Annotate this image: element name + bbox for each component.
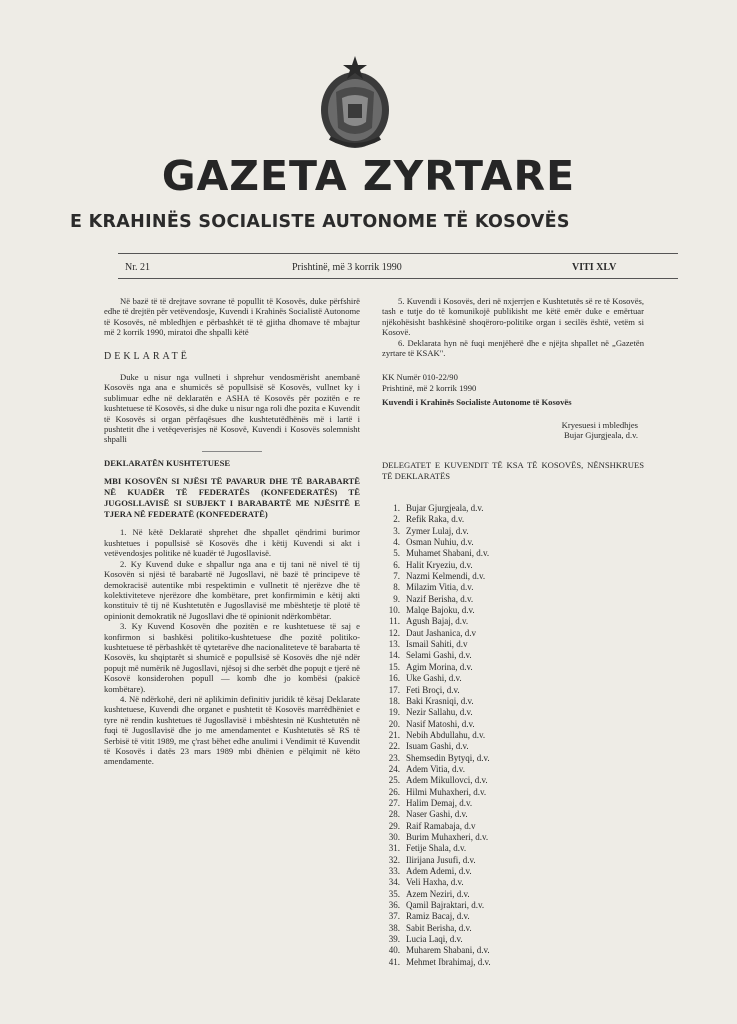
delegate-item <box>378 843 578 854</box>
delegate-number: 24. <box>388 763 400 774</box>
delegate-name: Raif Ramabaja, d.v <box>406 820 476 831</box>
masthead-rule-bottom <box>118 278 678 279</box>
article-3: 3. Ky Kuvend Kosovën dhe pozitën e re kushtetuese të saj e konfirmon si bashkësi politiko-kushtetuese dhe pozitë politiko-kushtetuese të përbashkët të qytetarëve dhe nacionaliteteve të barabarta të Kosovës, ku shqiptarët si shumicë e popullsisë së Kosovës dhe një ndër popujt më numërik në Jugosllavi, njësoj si dhe serbët dhe popujt e tjerë në Kosovë konsiderohen popull — komb dhe jo kombësi (pakicë kombëtare). <box>104 621 360 694</box>
delegate-number: 36. <box>388 900 400 911</box>
delegate-number: 3. <box>393 525 400 536</box>
gazette-subtitle: E KRAHINËS SOCIALISTE AUTONOME TË KOSOVËS <box>70 212 570 232</box>
delegate-number: 26. <box>388 786 400 797</box>
delegate-name: Halit Kryeziu, d.v. <box>406 559 473 570</box>
delegate-item <box>378 594 578 605</box>
delegate-item <box>378 537 578 548</box>
delegate-number: 33. <box>388 866 400 876</box>
delegate-name: Ismail Sahiti, d.v <box>406 639 468 650</box>
delegate-item <box>378 957 578 968</box>
delegate-item <box>378 526 578 537</box>
delegate-number: 32. <box>388 854 400 865</box>
delegate-name: Burim Muhaxheri, d.v. <box>406 831 489 842</box>
delegate-item <box>378 503 578 514</box>
right-column <box>382 296 644 481</box>
delegate-item <box>378 628 578 639</box>
delegate-item <box>378 764 578 775</box>
delegate-number: 18. <box>388 695 400 706</box>
delegate-item <box>378 696 578 707</box>
delegate-name: Uke Gashi, d.v. <box>406 673 462 684</box>
delegate-number: 40. <box>388 945 400 956</box>
delegate-number: 34. <box>388 877 400 888</box>
delegate-name: Agush Bajaj, d.v. <box>406 616 469 627</box>
delegate-name: Veli Haxha, d.v. <box>406 877 464 888</box>
delegate-number: 22. <box>388 741 400 752</box>
delegate-name: Halim Demaj, d.v. <box>406 797 473 808</box>
delegate-name: Ramiz Bacaj, d.v. <box>406 911 470 922</box>
delegate-item <box>378 662 578 673</box>
declaration-subject-heading: MBI KOSOVËN SI NJËSI TË PAVARUR DHE TË BARABARTË NË KUADËR TË FEDERATËS (KONFEDERATËS) TË JUGOSLLAVISË SI SUBJEKT I BARABARTË ME NJËSITË E TJERA NË FEDERATË (KONFEDERATË) <box>104 476 360 519</box>
article-5: 5. Kuvendi i Kosovës, deri në nxjerrjen e Kushtetutës së re të Kosovës, tash e tutje do të komunikojë publikisht me këtë emër duke e emërtuar njëkohësisht bashkësinë shoqëroro-politike organ i secilës është, vetëm si Kosovë. <box>382 296 644 338</box>
delegate-item <box>378 582 578 593</box>
delegate-name: Sabit Berisha, d.v. <box>406 922 472 933</box>
delegate-name: Baki Krasniqi, d.v. <box>406 695 474 706</box>
issue-volume: VITI XLV <box>572 262 617 273</box>
delegate-number: 27. <box>388 797 400 808</box>
delegate-number: 5. <box>393 548 400 559</box>
delegate-item <box>378 889 578 900</box>
delegate-number: 28. <box>388 809 400 820</box>
delegate-name: Naser Gashi, d.v. <box>406 809 468 820</box>
delegate-item <box>378 730 578 741</box>
declaration-paragraph: Duke u nisur nga vullneti i shprehur vendosmërisht anembanë Kosovës nga ana e shumicës së popullsisë së Kosovës, vullnet ky i sublimuar edhe në deklaratën e ASHA të Kosovës për pozitën e re kushtetuese të Kosovës, si dhe duke u nisur nga roli dhe pozita e Kuvendit të Kosovës si organ përfaqësues dhe kushtetutëdhënës më i lartë i pushtetit dhe i vetëqeverisjes në Kosovë, Kuvendi i Kosovës solemnisht shpalli <box>104 372 360 445</box>
delegate-item <box>378 900 578 911</box>
delegate-number: 25. <box>388 775 400 786</box>
issue-number: Nr. 21 <box>125 262 150 273</box>
delegate-name: Isuam Gashi, d.v. <box>406 741 469 752</box>
delegate-name: Shemsedin Bytyqi, d.v. <box>406 752 490 763</box>
delegate-name: Nasif Matoshi, d.v. <box>406 718 475 729</box>
delegate-item <box>378 616 578 627</box>
delegate-name: Osman Nuhiu, d.v. <box>406 537 474 548</box>
delegate-item <box>378 514 578 525</box>
delegate-number: 17. <box>388 684 400 695</box>
delegate-name: Malqe Bajoku, d.v. <box>406 605 475 616</box>
delegate-item <box>378 775 578 786</box>
delegate-name: Adem Mikullovci, d.v. <box>406 775 488 786</box>
delegate-number: 2. <box>393 514 400 525</box>
delegate-name: Fetije Shala, d.v. <box>406 843 467 854</box>
chair-role: Kryesuesi i mbledhjes <box>561 419 638 430</box>
delegate-number: 31. <box>388 843 400 854</box>
delegate-item <box>378 945 578 956</box>
delegate-item <box>378 753 578 764</box>
delegate-number: 23. <box>388 752 400 763</box>
delegate-number: 29. <box>388 820 400 831</box>
delegate-name: Mehmet Ibrahimaj, d.v. <box>406 956 491 967</box>
reference-place-date: Prishtinë, më 2 korrik 1990 <box>382 382 477 393</box>
assembly-name: Kuvendi i Krahinës Socialiste Autonome të Kosovës <box>382 397 572 408</box>
delegate-item <box>378 923 578 934</box>
delegate-name: Nezir Sallahu, d.v. <box>406 707 473 718</box>
delegate-number: 15. <box>388 661 400 672</box>
delegate-item <box>378 741 578 752</box>
delegate-number: 16. <box>388 673 400 684</box>
delegates-list <box>378 503 578 968</box>
delegate-number: 14. <box>388 650 400 661</box>
delegate-number: 39. <box>388 934 400 945</box>
delegate-name: Zymer Lulaj, d.v. <box>406 525 469 536</box>
delegate-item <box>378 639 578 650</box>
delegate-name: Feti Broçi, d.v. <box>406 684 460 695</box>
declaration-heading: DEKLARATË <box>104 350 190 362</box>
separator <box>202 451 262 452</box>
article-6: 6. Deklarata hyn në fuqi menjëherë dhe e njëjta shpallet në „Gazetën zyrtare të KSAK". <box>382 337 644 359</box>
delegate-item <box>378 832 578 843</box>
delegate-item <box>378 650 578 661</box>
issue-place-date: Prishtinë, më 3 korrik 1990 <box>292 262 402 273</box>
article-1: 1. Në këtë Deklaratë shprehet dhe shpallet qëndrimi burimor kushtetues i popullsisë së Kosovës dhe i këtij Kuvendi si akt i vetëvendosjes politike në kuadër të Jugosllavisë. <box>104 527 360 559</box>
delegate-item <box>378 877 578 888</box>
delegate-name: Azem Neziri, d.v. <box>406 888 470 899</box>
delegate-number: 38. <box>388 922 400 933</box>
delegate-item <box>378 673 578 684</box>
delegate-item <box>378 548 578 559</box>
delegate-number: 35. <box>388 888 400 899</box>
delegate-number: 1. <box>393 503 400 513</box>
delegate-item <box>378 809 578 820</box>
delegate-item <box>378 798 578 809</box>
delegate-number: 11. <box>389 616 400 627</box>
delegate-number: 6. <box>393 559 400 570</box>
delegate-number: 9. <box>393 593 400 604</box>
delegate-item <box>378 560 578 571</box>
delegate-number: 41. <box>388 956 400 967</box>
delegate-number: 7. <box>393 571 400 582</box>
delegate-number: 4. <box>393 537 400 548</box>
delegate-name: Nazmi Kelmendi, d.v. <box>406 571 486 582</box>
delegate-number: 37. <box>388 911 400 922</box>
gazette-title: GAZETA ZYRTARE <box>161 152 576 200</box>
delegate-item <box>378 571 578 582</box>
delegate-item <box>378 934 578 945</box>
delegate-item <box>378 605 578 616</box>
delegate-name: Daut Jashanica, d.v <box>406 627 476 638</box>
delegate-name: Nebih Abdullahu, d.v. <box>406 729 486 740</box>
delegate-name: Refik Raka, d.v. <box>406 514 465 525</box>
delegate-item <box>378 787 578 798</box>
delegate-item <box>378 866 578 877</box>
delegate-item <box>378 719 578 730</box>
delegate-name: Selami Gashi, d.v. <box>406 650 472 661</box>
delegate-number: 20. <box>388 718 400 729</box>
delegate-item <box>378 821 578 832</box>
delegate-number: 21. <box>388 729 400 740</box>
chair-name: Bujar Gjurgjeala, d.v. <box>564 430 638 441</box>
delegate-number: 19. <box>388 707 400 718</box>
delegate-number: 12. <box>388 627 400 638</box>
article-4: 4. Në ndërkohë, deri në aplikimin definitiv juridik të kësaj Deklarate kushtetuese, Kuvendi dhe organet e pushtetit të Kosovës marrëdhëniet e tyre në rendin kushtetues të Jugosllavisë i mbështesin në Kushtetutën në fuqi të Jugosllavisë dhe jo me amendamentet e Kushtetutës së RS të Serbisë të vitit 1989, me ç'rast bëhet edhe anulimi i Vendimit të Kuvendit të Kosovës i datës 23 mars 1989 mbi dhënien e pëlqimit në këto amendamente. <box>104 693 360 767</box>
delegate-item <box>378 911 578 922</box>
delegate-name: Hilmi Muhaxheri, d.v. <box>406 786 487 797</box>
delegate-number: 30. <box>388 831 400 842</box>
constitutional-declaration-heading: DEKLARATËN KUSHTETUESE <box>104 457 231 468</box>
delegate-name: Muharem Shabani, d.v. <box>406 945 490 956</box>
delegate-name: Ilirijana Jusufi, d.v. <box>406 854 476 865</box>
delegate-number: 8. <box>393 582 400 593</box>
delegate-name: Agim Morina, d.v. <box>406 661 473 672</box>
delegate-name: Adem Vitia, d.v. <box>406 763 465 774</box>
left-column <box>104 296 360 767</box>
article-2: 2. Ky Kuvend duke e shpallur nga ana e tij tani në nivel të tij Kosovën si njësi të barabartë në Jugosllavi, në bazë të principeve të demokracisë autentike mbi respektimin e vullnetit të njerëzve dhe të kolektiviteteve njerëzore dhe kombëtare, pret konfirmimin e këtij akti konstituiv të tij në Kushtetutën e Jugosllavisë me mbështetje të plotë të opinionit demokratik në Jugosllavi dhe të opinionit ndërkombëtar. <box>104 558 360 621</box>
delegate-number: 10. <box>388 605 400 616</box>
masthead-rule-top <box>118 253 678 254</box>
delegates-heading: DELEGATET E KUVENDIT TË KSA TË KOSOVËS, NËNSHKRUES TË DEKLARATËS <box>382 460 644 481</box>
delegate-name: Bujar Gjurgjeala, d.v. <box>406 503 484 513</box>
delegate-name: Qamil Bajraktari, d.v. <box>406 900 485 911</box>
delegate-name: Adem Ademi, d.v. <box>406 866 472 876</box>
coat-of-arms-emblem <box>318 52 392 152</box>
intro-paragraph: Në bazë të të drejtave sovrane të popullit të Kosovës, duke përfshirë edhe të drejtën për vetëvendosje, Kuvendi i Krahinës Socialistë Autonome të Kosovës, në mbledhjen e përbashkët të të gjitha dhomave të mbajtur më 2 korrik 1990, miratoi dhe shpalli këtë <box>104 296 360 338</box>
delegate-item <box>378 707 578 718</box>
delegate-name: Nazif Berisha, d.v. <box>406 593 474 604</box>
delegate-name: Muhamet Shabani, d.v. <box>406 548 490 559</box>
delegate-name: Lucia Laqi, d.v. <box>406 934 463 945</box>
delegate-number: 13. <box>388 639 400 650</box>
delegate-name: Milazim Vitia, d.v. <box>406 582 474 593</box>
delegate-item <box>378 685 578 696</box>
reference-number: KK Numër 010-22/90 <box>382 372 458 383</box>
delegate-item <box>378 855 578 866</box>
